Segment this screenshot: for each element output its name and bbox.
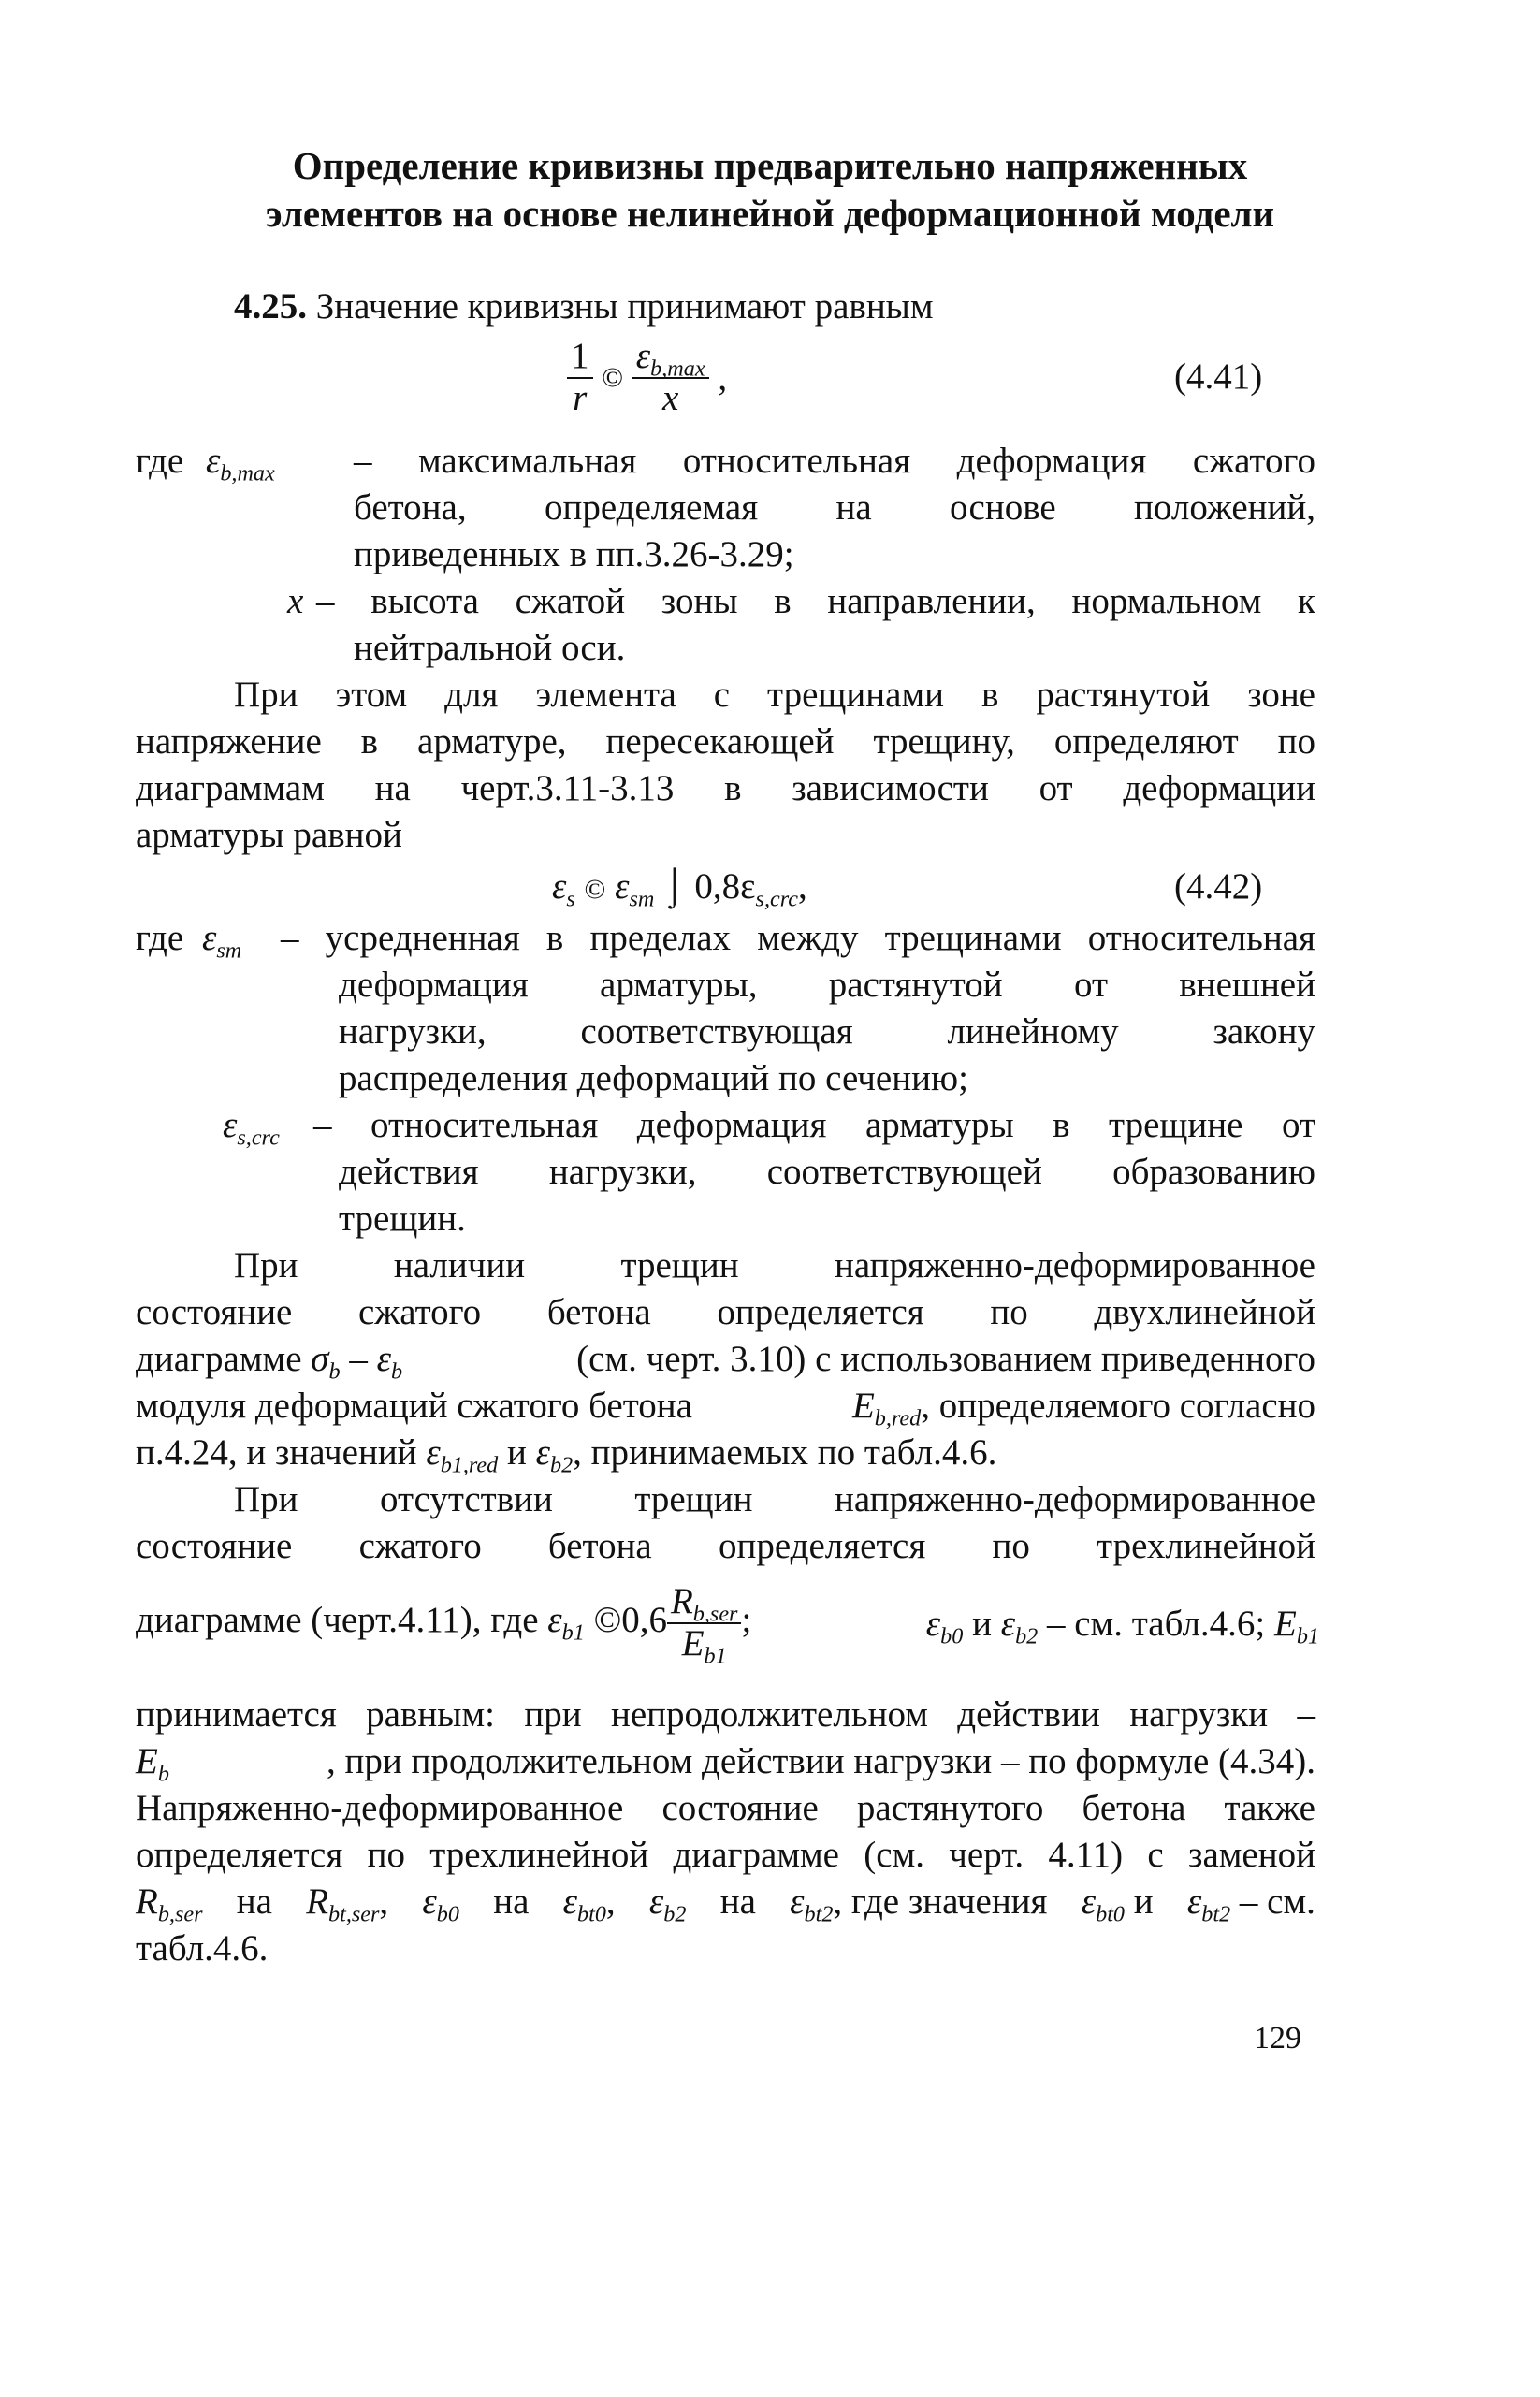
def-escrc-subscript: s,crc	[237, 1125, 280, 1151]
eps-b1: ε	[547, 1599, 562, 1640]
para1-line-4: арматуры равной	[136, 815, 402, 855]
formula-comma: ,	[718, 357, 728, 399]
def-escrc-line-1: – относительная деформация арматуры в трещине от	[313, 1105, 1315, 1145]
l8-see: – см.	[1230, 1881, 1315, 1922]
l8-na-2: на	[484, 1881, 539, 1922]
para2-modulus-text: модуля деформаций сжатого бетона	[136, 1386, 692, 1426]
fraction-eps-over-x	[632, 337, 709, 419]
R-bt-ser: R	[306, 1881, 329, 1922]
section-intro-text: Значение кривизны принимают равным	[315, 286, 934, 327]
E-b-sub: b	[157, 1761, 169, 1787]
l8-e4	[790, 1881, 1057, 1927]
para2-l4-right	[851, 1385, 1315, 1431]
para3-see-table: – см. табл.4.6;	[1038, 1603, 1274, 1644]
formula-442-symbol-1: ©	[584, 874, 606, 905]
para3-line-8	[136, 1881, 1315, 1927]
sigma-b-sub: b	[328, 1358, 341, 1385]
para3-l5-eb	[136, 1740, 169, 1787]
para3-line-9: табл.4.6.	[136, 1928, 269, 1968]
title-line-1: Определение кривизны предварительно напряженных	[292, 144, 1248, 187]
E-b-red-sub: b,red	[874, 1405, 922, 1431]
fraction-Rbser-over-Eb1	[667, 1581, 742, 1669]
R-b-ser: R	[670, 1581, 693, 1622]
fraction-denominator	[667, 1623, 742, 1669]
eps-bt2-2-sub: bt2	[1201, 1901, 1231, 1927]
eps-b0: ε	[925, 1603, 941, 1644]
eps-s: ε	[552, 866, 567, 907]
sigma-b: σ	[311, 1339, 329, 1379]
l8-e1	[422, 1881, 459, 1927]
section-intro	[234, 285, 934, 327]
para2-line-1: При наличии трещин напряженно-деформированное	[234, 1245, 1315, 1286]
para3-and: и	[963, 1603, 1001, 1644]
l8-na-3: на	[710, 1881, 765, 1922]
section-title	[0, 142, 1540, 239]
formula-4-42	[552, 865, 807, 912]
l8-r2	[306, 1881, 398, 1927]
para3-line-6: Напряженно-деформированное состояние растянутого бетона также	[136, 1788, 1315, 1828]
eps-b: ε	[376, 1339, 391, 1379]
fraction-numerator	[667, 1581, 742, 1627]
numerator-one: 1	[567, 337, 593, 379]
formula-442-comma: ,	[797, 866, 807, 907]
eps-b1-sub: b1	[561, 1620, 585, 1646]
def-escrc-line-3: трещин.	[339, 1198, 466, 1239]
l8-comma-2: ,	[605, 1881, 625, 1922]
eps-sm-sub: sm	[629, 886, 655, 912]
where-word-2: где	[136, 918, 184, 958]
para3-line-7: определяется по трехлинейной диаграмме (см. черт. 4.11) с заменой	[136, 1835, 1315, 1875]
E-b-red: E	[851, 1386, 875, 1426]
eps-b2-3: ε	[648, 1881, 664, 1922]
eps-b0-2-sub: b0	[436, 1901, 459, 1927]
fraction-1-over-r	[567, 337, 593, 419]
eps-bt2: ε	[790, 1881, 805, 1922]
l8-where-values: , где значения	[833, 1881, 1057, 1922]
R-b-ser-sub: b,ser	[692, 1601, 738, 1627]
eps-b2-sub: b2	[549, 1452, 574, 1478]
para3-l3-right	[925, 1603, 1319, 1649]
def-esm-symbol: ε	[201, 918, 217, 958]
l8-comma-1: ,	[379, 1881, 398, 1922]
eps-bt0-2: ε	[1081, 1881, 1097, 1922]
para2-and: и	[506, 1432, 527, 1473]
para1-line-2: напряжение в арматуре, пересекающей трещину, определяют по	[136, 721, 1315, 762]
denominator-r: r	[573, 377, 588, 418]
section-number: 4.25.	[234, 286, 307, 327]
eps-b0-2: ε	[422, 1881, 437, 1922]
para2-line-5	[136, 1431, 997, 1478]
l8-r1	[136, 1881, 203, 1927]
def-x-symbol: x	[287, 581, 304, 621]
para2-l5-tail: , принимаемых по табл.4.6.	[573, 1432, 997, 1473]
def-eps-line-1: – максимальная относительная деформация сжатого	[354, 441, 1315, 481]
para3-line-3	[136, 1572, 1319, 1675]
where-word: где	[136, 441, 184, 481]
para3-l5-tail: , при продолжительном действии нагрузки – по формуле (4.34).	[327, 1741, 1315, 1781]
para3-line-5	[136, 1740, 1315, 1787]
para3-coef: ©0,6	[593, 1599, 667, 1640]
def-esm-line-2: деформация арматуры, растянутой от внешней	[339, 965, 1315, 1005]
eps-bt2-2: ε	[1186, 1881, 1202, 1922]
formula-4-41	[567, 337, 727, 419]
l8-e6	[1186, 1881, 1315, 1927]
para3-line-4: принимается равным: при непродолжительном действии нагрузки –	[136, 1694, 1315, 1735]
eps-b-sub: b	[390, 1358, 403, 1385]
para1-line-1: При этом для элемента с трещинами в растянутой зоне	[234, 675, 1315, 715]
eps-b2: ε	[535, 1432, 550, 1473]
para2-l5-start: п.4.24, и значений	[136, 1432, 417, 1473]
def-eps-line-3: приведенных в пп.3.26-3.29;	[354, 534, 794, 574]
def-escrc-line-2: действия нагрузки, соответствующей образованию	[339, 1152, 1315, 1192]
para2-line-3	[136, 1338, 1315, 1385]
para3-line-2: состояние сжатого бетона определяется по трехлинейной	[136, 1526, 1315, 1566]
R-bt-ser-sub: bt,ser	[328, 1901, 380, 1927]
formula-4-42-number: (4.42)	[1174, 866, 1263, 907]
eps-bt0-sub: bt0	[577, 1901, 606, 1927]
para2-dash: –	[349, 1339, 368, 1379]
def-esm-prefix	[136, 917, 242, 964]
para1-line-3: диаграммам на черт.3.11-3.13 в зависимости от деформации	[136, 768, 1315, 808]
def-escrc-symbol-wrap	[223, 1104, 280, 1151]
def-eps-subscript: b,max	[220, 460, 275, 487]
title-line-2: элементов на основе нелинейной деформационной модели	[265, 192, 1275, 236]
coef-eps-sub: s,crc	[755, 886, 798, 912]
def-x-line-1: – высота сжатой зоны в направлении, нормальном к	[316, 581, 1315, 621]
l8-na-1: на	[227, 1881, 282, 1922]
eps-bt0-2-sub: bt0	[1096, 1901, 1126, 1927]
para3-diagram-text: диаграмме (черт.4.11), где	[136, 1599, 539, 1640]
def-esm-line-1: – усредненная в пределах между трещинами относительная	[281, 918, 1315, 958]
def-esm-subscript: sm	[216, 937, 242, 964]
para2-l3-right: (см. черт. 3.10) с использованием приведенного	[576, 1339, 1315, 1379]
def-esm-line-3: нагрузки, соответствующая линейному закону	[339, 1011, 1315, 1052]
def-eps-line-2: бетона, определяемая на основе положений,	[354, 487, 1315, 528]
eps-sm: ε	[615, 866, 630, 907]
page-number: 129	[1254, 2021, 1301, 2056]
R-b-ser-2: R	[136, 1881, 158, 1922]
para2-line-2: состояние сжатого бетона определяется по двухлинейной	[136, 1292, 1315, 1332]
def-eps-symbol: ε	[205, 441, 221, 481]
eps-symbol: ε	[635, 336, 651, 376]
formula-symbol: ©	[602, 361, 624, 393]
l8-e2	[562, 1881, 625, 1927]
para2-l3-left	[136, 1338, 403, 1385]
l8-and: и	[1125, 1881, 1163, 1922]
l8-e5	[1081, 1881, 1163, 1927]
E-b1: E	[1274, 1603, 1297, 1644]
eps-b2-2-sub: b2	[1015, 1622, 1039, 1649]
para2-l4-tail: , определяемого согласно	[921, 1386, 1315, 1426]
eps-b0-sub: b0	[940, 1622, 964, 1649]
eps-b2-3-sub: b2	[663, 1901, 687, 1927]
denominator-x: x	[662, 377, 679, 418]
para3-l3-left	[136, 1581, 752, 1669]
eps-bt0: ε	[562, 1881, 578, 1922]
para2-diagram-word: диаграмме	[136, 1339, 302, 1379]
def-x-line-2: нейтральной оси.	[354, 628, 626, 668]
formula-4-41-number: (4.41)	[1174, 356, 1263, 397]
eps-b1-red-sub: b1,red	[440, 1452, 499, 1478]
eps-subscript: b,max	[650, 356, 705, 382]
E-b1-den-sub: b1	[704, 1643, 727, 1669]
R-b-ser-2-sub: b,ser	[157, 1901, 203, 1927]
def-esm-line-4: распределения деформаций по сечению;	[339, 1058, 968, 1098]
def-escrc-symbol: ε	[223, 1105, 238, 1145]
def-eps-bmax-prefix	[136, 440, 275, 487]
eps-s-sub: s	[566, 886, 575, 912]
E-b1-den: E	[681, 1623, 705, 1663]
eps-b1-red: ε	[426, 1432, 441, 1473]
para2-line-4	[136, 1385, 1315, 1431]
eps-bt2-sub: bt2	[804, 1901, 834, 1927]
eps-max-numerator	[632, 336, 709, 382]
para3-line-1: При отсутствии трещин напряженно-деформированное	[234, 1479, 1315, 1519]
formula-442-symbol-2: ⌡	[663, 866, 686, 907]
eps-b2-2: ε	[1000, 1603, 1016, 1644]
coef-eps: 0,8ε	[694, 866, 756, 907]
l8-e3	[648, 1881, 687, 1927]
E-b1-sub: b1	[1296, 1622, 1319, 1649]
E-b: E	[136, 1741, 158, 1781]
para3-semicolon: ;	[741, 1599, 752, 1640]
